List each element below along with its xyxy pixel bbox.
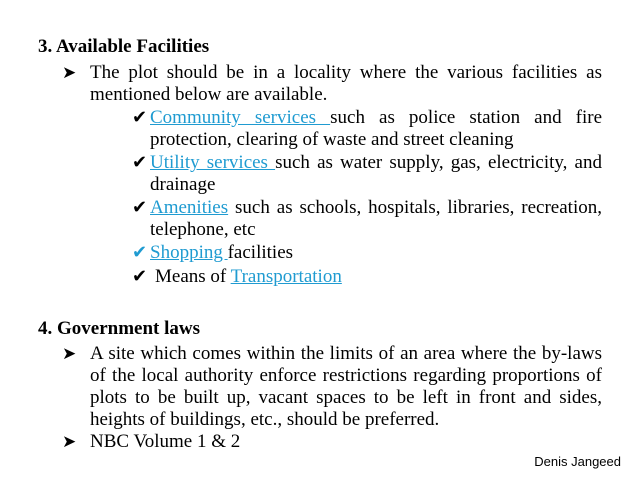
arrow-bullet-icon: ➤ bbox=[62, 432, 77, 451]
utility-services-link[interactable]: Utility services bbox=[150, 152, 276, 173]
amenities-link[interactable]: Amenities bbox=[150, 197, 229, 218]
section-3-intro: The plot should be in a locality where the various facilities as mentioned below are available. bbox=[90, 62, 602, 105]
facility-item-text: such as police station and fire protection, clearing of waste and street cleaning bbox=[150, 107, 603, 150]
arrow-bullet-icon: ➤ bbox=[62, 344, 77, 363]
facility-item-community bbox=[150, 107, 602, 151]
facility-item-shopping bbox=[150, 242, 602, 264]
section-4-heading: 4. Government laws bbox=[38, 318, 201, 339]
facility-item-text: Means of bbox=[155, 266, 231, 287]
arrow-bullet-icon: ➤ bbox=[62, 63, 77, 82]
facility-item-text: such as schools, hospitals, libraries, recreation, telephone, etc bbox=[150, 197, 602, 240]
shopping-link[interactable]: Shopping bbox=[150, 242, 228, 263]
checkmark-icon: ✔ bbox=[132, 197, 148, 218]
facility-item-text: such as water supply, gas, electricity, and drainage bbox=[150, 152, 602, 195]
community-services-link[interactable]: Community services bbox=[150, 107, 331, 128]
facility-item-amenities bbox=[150, 197, 602, 241]
facility-item-transportation bbox=[155, 266, 602, 288]
nbc-bullet: NBC Volume 1 & 2 bbox=[90, 431, 241, 452]
checkmark-icon: ✔ bbox=[132, 152, 148, 173]
author-footer: Denis Jangeed bbox=[534, 454, 621, 469]
checkmark-icon: ✔ bbox=[132, 266, 148, 287]
government-law-bullet: A site which comes within the limits of an area where the by-laws of the local authority enforce restrictions regarding proportions of plots to be built up, vacant spaces to be left in front and sides, heights of buildings, etc., should be preferred. bbox=[90, 343, 602, 430]
checkmark-icon: ✔ bbox=[132, 242, 148, 263]
facility-item-utility bbox=[150, 152, 602, 196]
checkmark-icon: ✔ bbox=[132, 107, 148, 128]
transportation-link[interactable]: Transportation bbox=[230, 266, 342, 287]
section-3-heading: 3. Available Facilities bbox=[38, 36, 210, 57]
facility-item-text: facilities bbox=[227, 242, 294, 263]
